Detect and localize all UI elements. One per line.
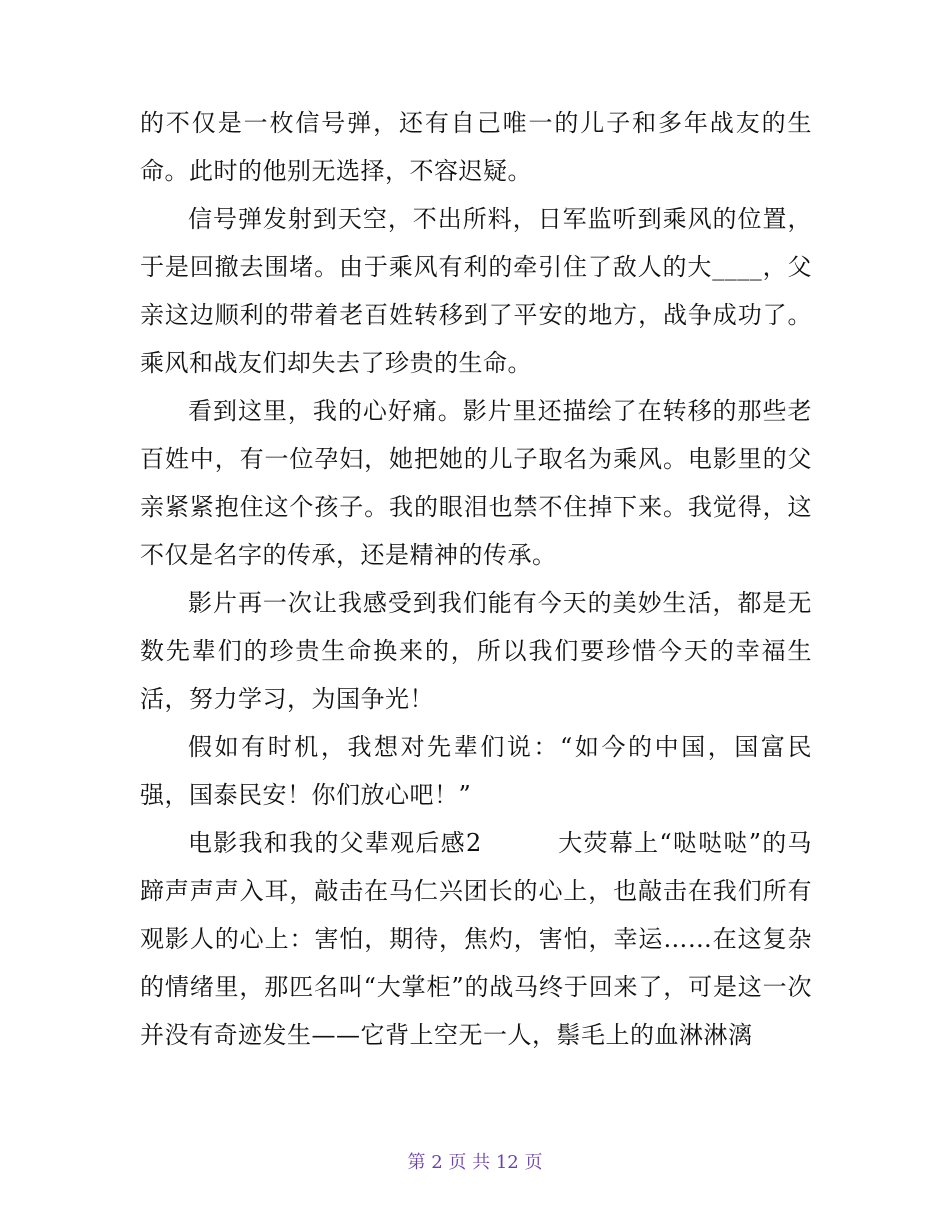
- paragraph-4: 影片再一次让我感受到我们能有今天的美妙生活，都是无数先辈们的珍贵生命换来的，所以我们要珍惜今天的幸福生活，努力学习，为国争光！: [140, 589, 812, 713]
- page-number-footer: 第 2 页 共 12 页: [407, 1152, 543, 1173]
- document-body: [140, 99, 812, 1059]
- paragraph-2: 信号弹发射到天空，不出所料，日军监听到乘风的位置，于是回撤去围堵。由于乘风有利的牵引住了敌人的大____，父亲这边顺利的带着老百姓转移到了平安的地方，战争成功了。乘风和战友们却失去了珍贵的生命。: [140, 205, 812, 377]
- paragraph-5: 假如有时机，我想对先辈们说：“如今的中国，国富民强，国泰民安！你们放心吧！”: [140, 733, 812, 809]
- paragraph-6: 电影我和我的父辈观后感2 大荧幕上“哒哒哒”的马蹄声声声入耳，敲击在马仁兴团长的心上，也敲击在我们所有观影人的心上：害怕，期待，焦灼，害怕，幸运……在这复杂的情绪里，那匹名叫“大掌柜”的战马终于回来了，可是这一次并没有奇迹发生——它背上空无一人，鬃毛上的血淋淋漓: [140, 829, 812, 1049]
- paragraph-1: 的不仅是一枚信号弹，还有自己唯一的儿子和多年战友的生命。此时的他别无选择，不容迟疑。: [140, 109, 812, 185]
- paragraph-3: 看到这里，我的心好痛。影片里还描绘了在转移的那些老百姓中，有一位孕妇，她把她的儿子取名为乘风。电影里的父亲紧紧抱住这个孩子。我的眼泪也禁不住掉下来。我觉得，这不仅是名字的传承，还是精神的传承。: [140, 397, 812, 569]
